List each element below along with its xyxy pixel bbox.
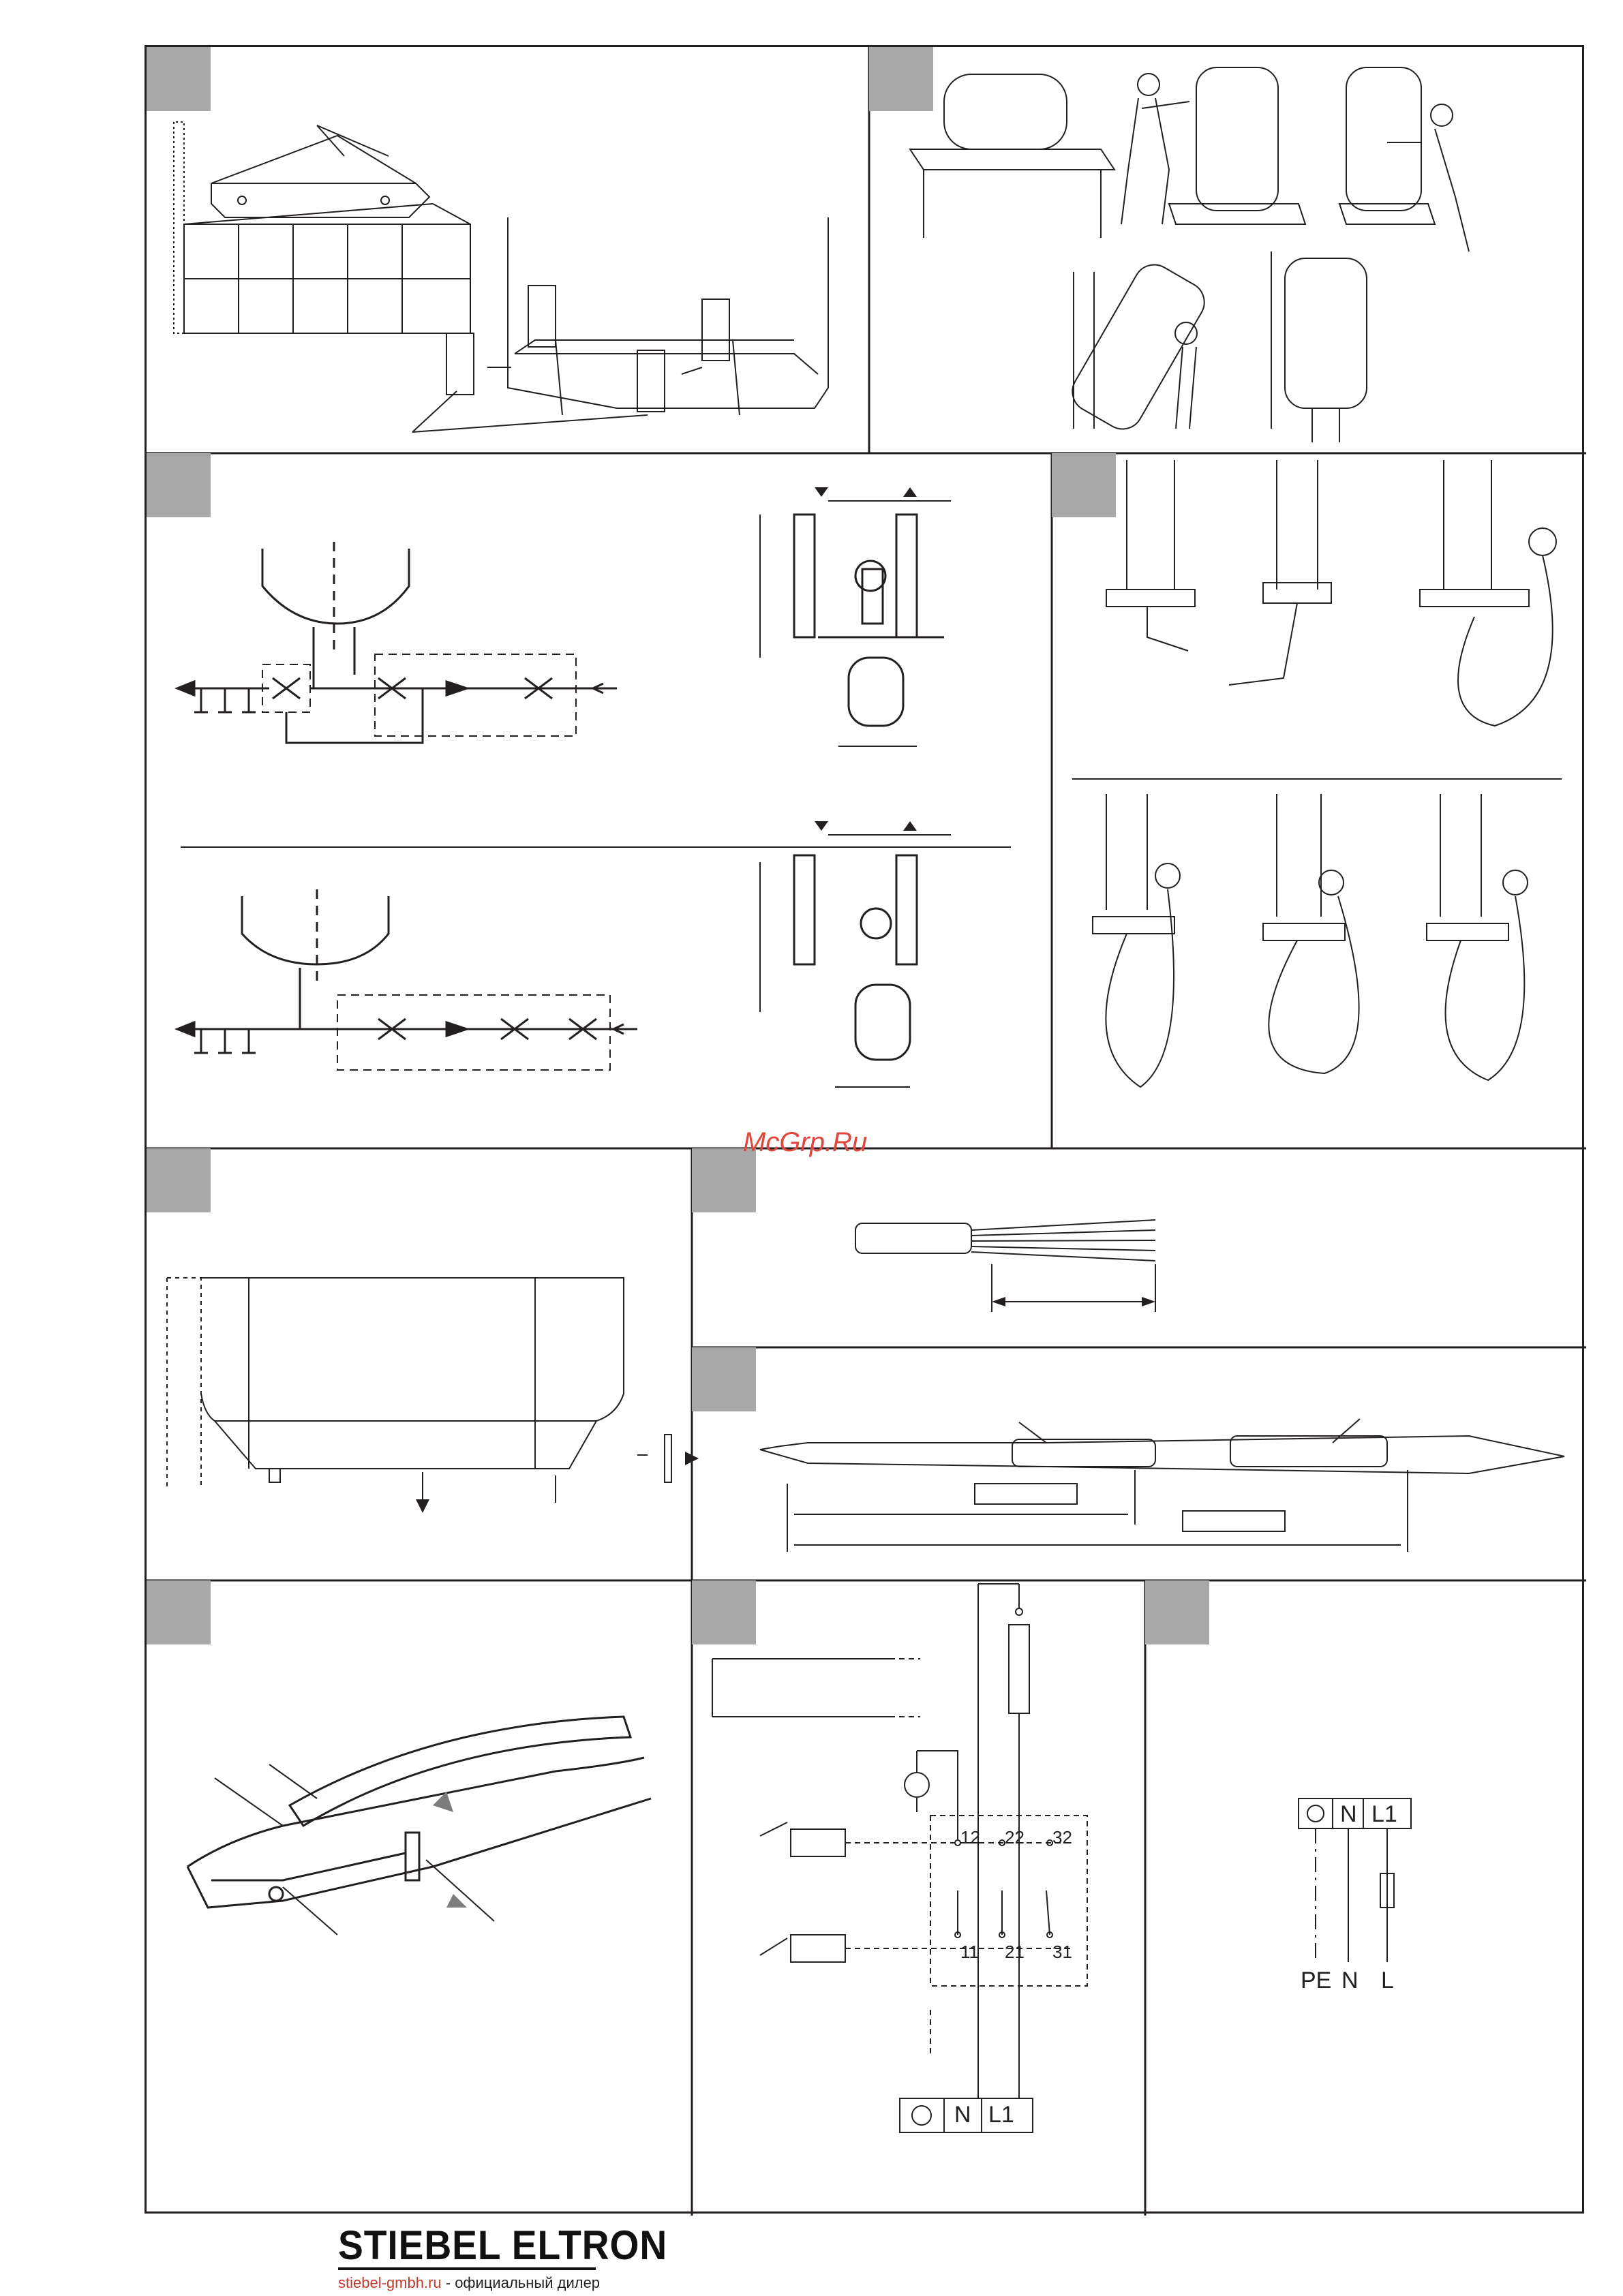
cable-illustration xyxy=(692,1148,1586,1347)
watermark-text: McGrp.Ru xyxy=(743,1127,868,1157)
panel-faucets xyxy=(1052,453,1586,1148)
panel-wall-mounting xyxy=(147,47,869,453)
wiring-schematic xyxy=(692,1580,1145,2216)
panel-pressure-connection xyxy=(147,453,1052,1148)
flange-illustration xyxy=(147,1580,692,2216)
panel-wiring-diagram xyxy=(692,1580,1145,2216)
brand-name: STIEBEL ELTRON xyxy=(338,2222,668,2268)
cover-removal-illustration xyxy=(147,1148,692,1580)
brand-dealer-text: - официальный дилер xyxy=(441,2274,601,2291)
faucet-illustrations xyxy=(1052,453,1586,1148)
wall-mount-illustration xyxy=(147,47,869,453)
panel-cover-removal xyxy=(147,1148,692,1580)
wiring-terminal-32: 32 xyxy=(1052,1827,1072,1848)
heating-element-illustration xyxy=(692,1347,1586,1580)
hydraulic-schematic xyxy=(147,453,1052,1148)
connection-terminal-n: N xyxy=(1340,1801,1357,1827)
brand-logo[interactable] xyxy=(338,2222,696,2292)
panel-cable-strip xyxy=(692,1148,1586,1347)
panel-heating-element xyxy=(692,1347,1586,1580)
installation-illustration xyxy=(869,47,1586,453)
wiring-terminal-n: N xyxy=(954,2102,971,2128)
panel-installation-steps xyxy=(869,47,1586,453)
connection-schematic xyxy=(1145,1580,1586,2216)
wiring-terminal-11: 11 xyxy=(960,1942,979,1962)
brand-site-link[interactable]: stiebel-gmbh.ru xyxy=(338,2274,442,2291)
wiring-terminal-l1: L1 xyxy=(988,2102,1014,2128)
wiring-terminal-21: 21 xyxy=(1005,1942,1025,1962)
wiring-terminal-22: 22 xyxy=(1005,1827,1025,1848)
panel-connection-diagram xyxy=(1145,1580,1586,2216)
wiring-terminal-12: 12 xyxy=(960,1827,980,1848)
connection-label-n: N xyxy=(1341,1968,1359,1993)
connection-label-pe: PE xyxy=(1301,1968,1332,1993)
connection-terminal-l1: L1 xyxy=(1371,1801,1397,1827)
panel-flange-seal xyxy=(147,1580,692,2216)
connection-label-l: L xyxy=(1381,1968,1394,1993)
brand-subtitle xyxy=(338,2274,696,2292)
wiring-terminal-31: 31 xyxy=(1052,1942,1072,1962)
